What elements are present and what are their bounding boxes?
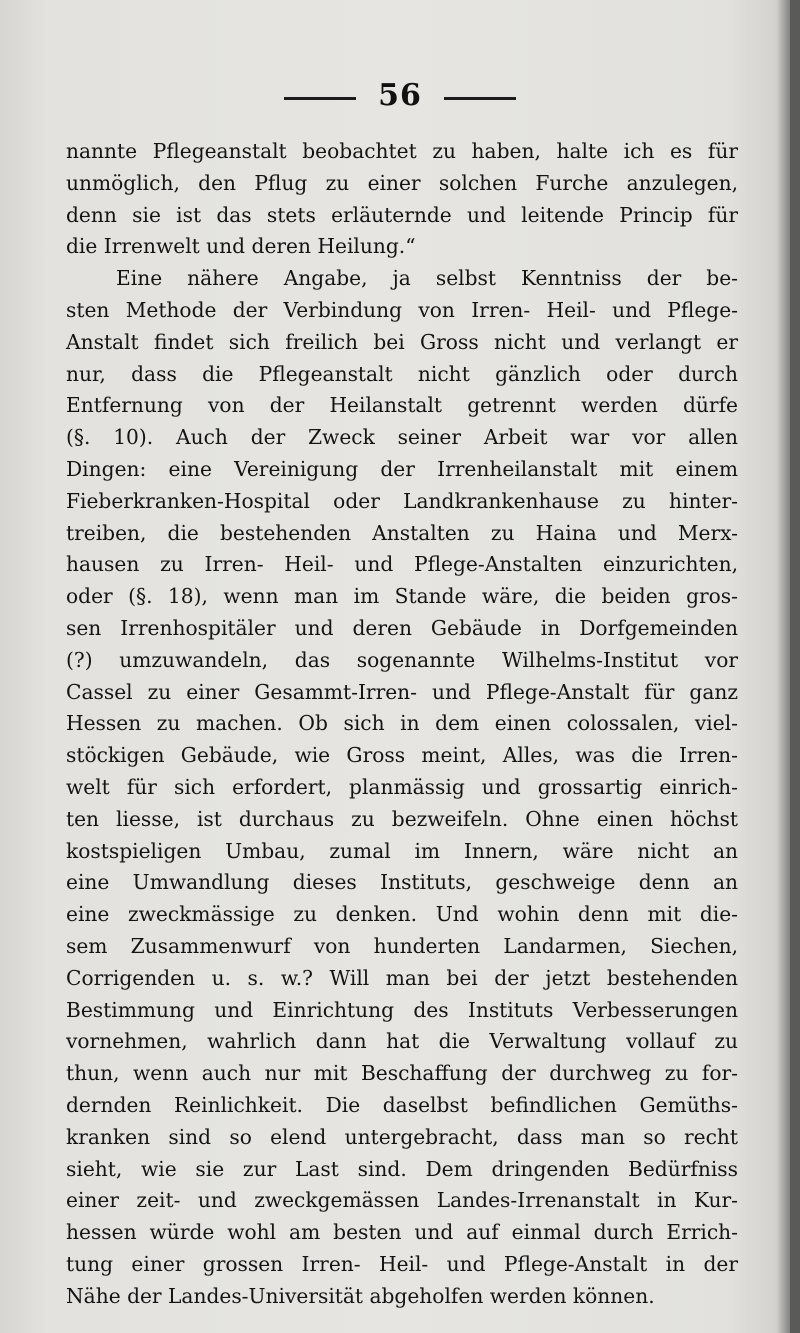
text-line: vornehmen, wahrlich dann hat die Verwaltung vollauf zu [66, 1029, 738, 1054]
text-line: sen Irrenhospitäler und deren Gebäude in Dorfgemeinden [66, 615, 738, 640]
text-line: kostspieligen Umbau, zumal im Innern, wäre nicht an [66, 838, 738, 863]
text-line: eine zweckmässige zu denken. Und wohin denn mit die- [66, 902, 738, 927]
text-line: Corrigenden u. s. w.? Will man bei der jetzt bestehenden [66, 965, 738, 990]
page-header [0, 78, 790, 113]
text-line: welt für sich erfordert, planmässig und grossartig einrich- [66, 774, 738, 799]
text-line: (?) umzuwandeln, das sogenannte Wilhelms-Institut vor [66, 647, 738, 672]
text-line: Hessen zu machen. Ob sich in dem einen colossalen, viel- [66, 711, 738, 736]
text-line: sem Zusammenwurf von hunderten Landarmen, Siechen, [66, 933, 738, 958]
text-line: nannte Pflegeanstalt beobachtet zu haben, halte ich es für [66, 139, 738, 163]
text-line: hessen würde wohl am besten und auf einmal durch Errich- [66, 1220, 738, 1245]
text-line: treiben, die bestehenden Anstalten zu Haina und Merx- [66, 520, 738, 545]
text-line: (§. 10). Auch der Zweck seiner Arbeit war vor allen [66, 425, 738, 450]
text-line: dernden Reinlichkeit. Die daselbst befindlichen Gemüths- [66, 1092, 738, 1117]
text-line: oder (§. 18), wenn man im Stande wäre, die beiden gros- [66, 584, 738, 609]
text-line: Cassel zu einer Gesammt-Irren- und Pflege-Anstalt für ganz [66, 679, 738, 704]
text-line: Fieberkranken-Hospital oder Landkrankenhause zu hinter- [66, 488, 738, 513]
text-line: tung einer grossen Irren- Heil- und Pflege-Anstalt in der [66, 1251, 738, 1276]
text-line: thun, wenn auch nur mit Beschaffung der durchweg zu for- [66, 1061, 738, 1086]
text-line: stöckigen Gebäude, wie Gross meint, Alles, was die Irren- [66, 743, 738, 768]
text-line: Dingen: eine Vereinigung der Irrenheilanstalt mit einem [66, 456, 738, 481]
text-line: eine Umwandlung dieses Instituts, geschweige denn an [66, 870, 738, 895]
text-line: sten Methode der Verbindung von Irren- Heil- und Pflege- [66, 297, 738, 322]
text-line: ten liesse, ist durchaus zu bezweifeln. Ohne einen höchst [66, 806, 738, 831]
text-line: einer zeit- und zweckgemässen Landes-Irrenanstalt in Kur- [66, 1188, 738, 1213]
text-line: Anstalt findet sich freilich bei Gross nicht und verlangt er [66, 329, 738, 354]
text-line: die Irrenwelt und deren Heilung.“ [66, 234, 416, 259]
body-text [66, 136, 738, 1312]
header-rule-left [284, 97, 356, 100]
text-line: Entfernung von der Heilanstalt getrennt werden dürfe [66, 393, 738, 418]
text-line: Bestimmung und Einrichtung des Instituts Verbesserungen [66, 997, 738, 1022]
text-line: sieht, wie sie zur Last sind. Dem dringenden Bedürfniss [66, 1156, 738, 1181]
text-line: Eine nähere Angabe, ja selbst Kenntniss der be- [116, 266, 738, 291]
text-line: hausen zu Irren- Heil- und Pflege-Anstalten einzurichten, [66, 552, 738, 577]
header-rule-right [444, 97, 516, 100]
text-line: nur, dass die Pflegeanstalt nicht gänzlich oder durch [66, 361, 738, 386]
text-line: kranken sind so elend untergebracht, dass man so recht [66, 1124, 738, 1149]
page-number: 56 [378, 78, 422, 113]
text-line: unmöglich, den Pflug zu einer solchen Furche anzulegen, [66, 170, 738, 195]
text-line: denn sie ist das stets erläuternde und leitende Princip für [66, 202, 738, 227]
text-line: Nähe der Landes-Universität abgeholfen werden können. [66, 1283, 655, 1308]
